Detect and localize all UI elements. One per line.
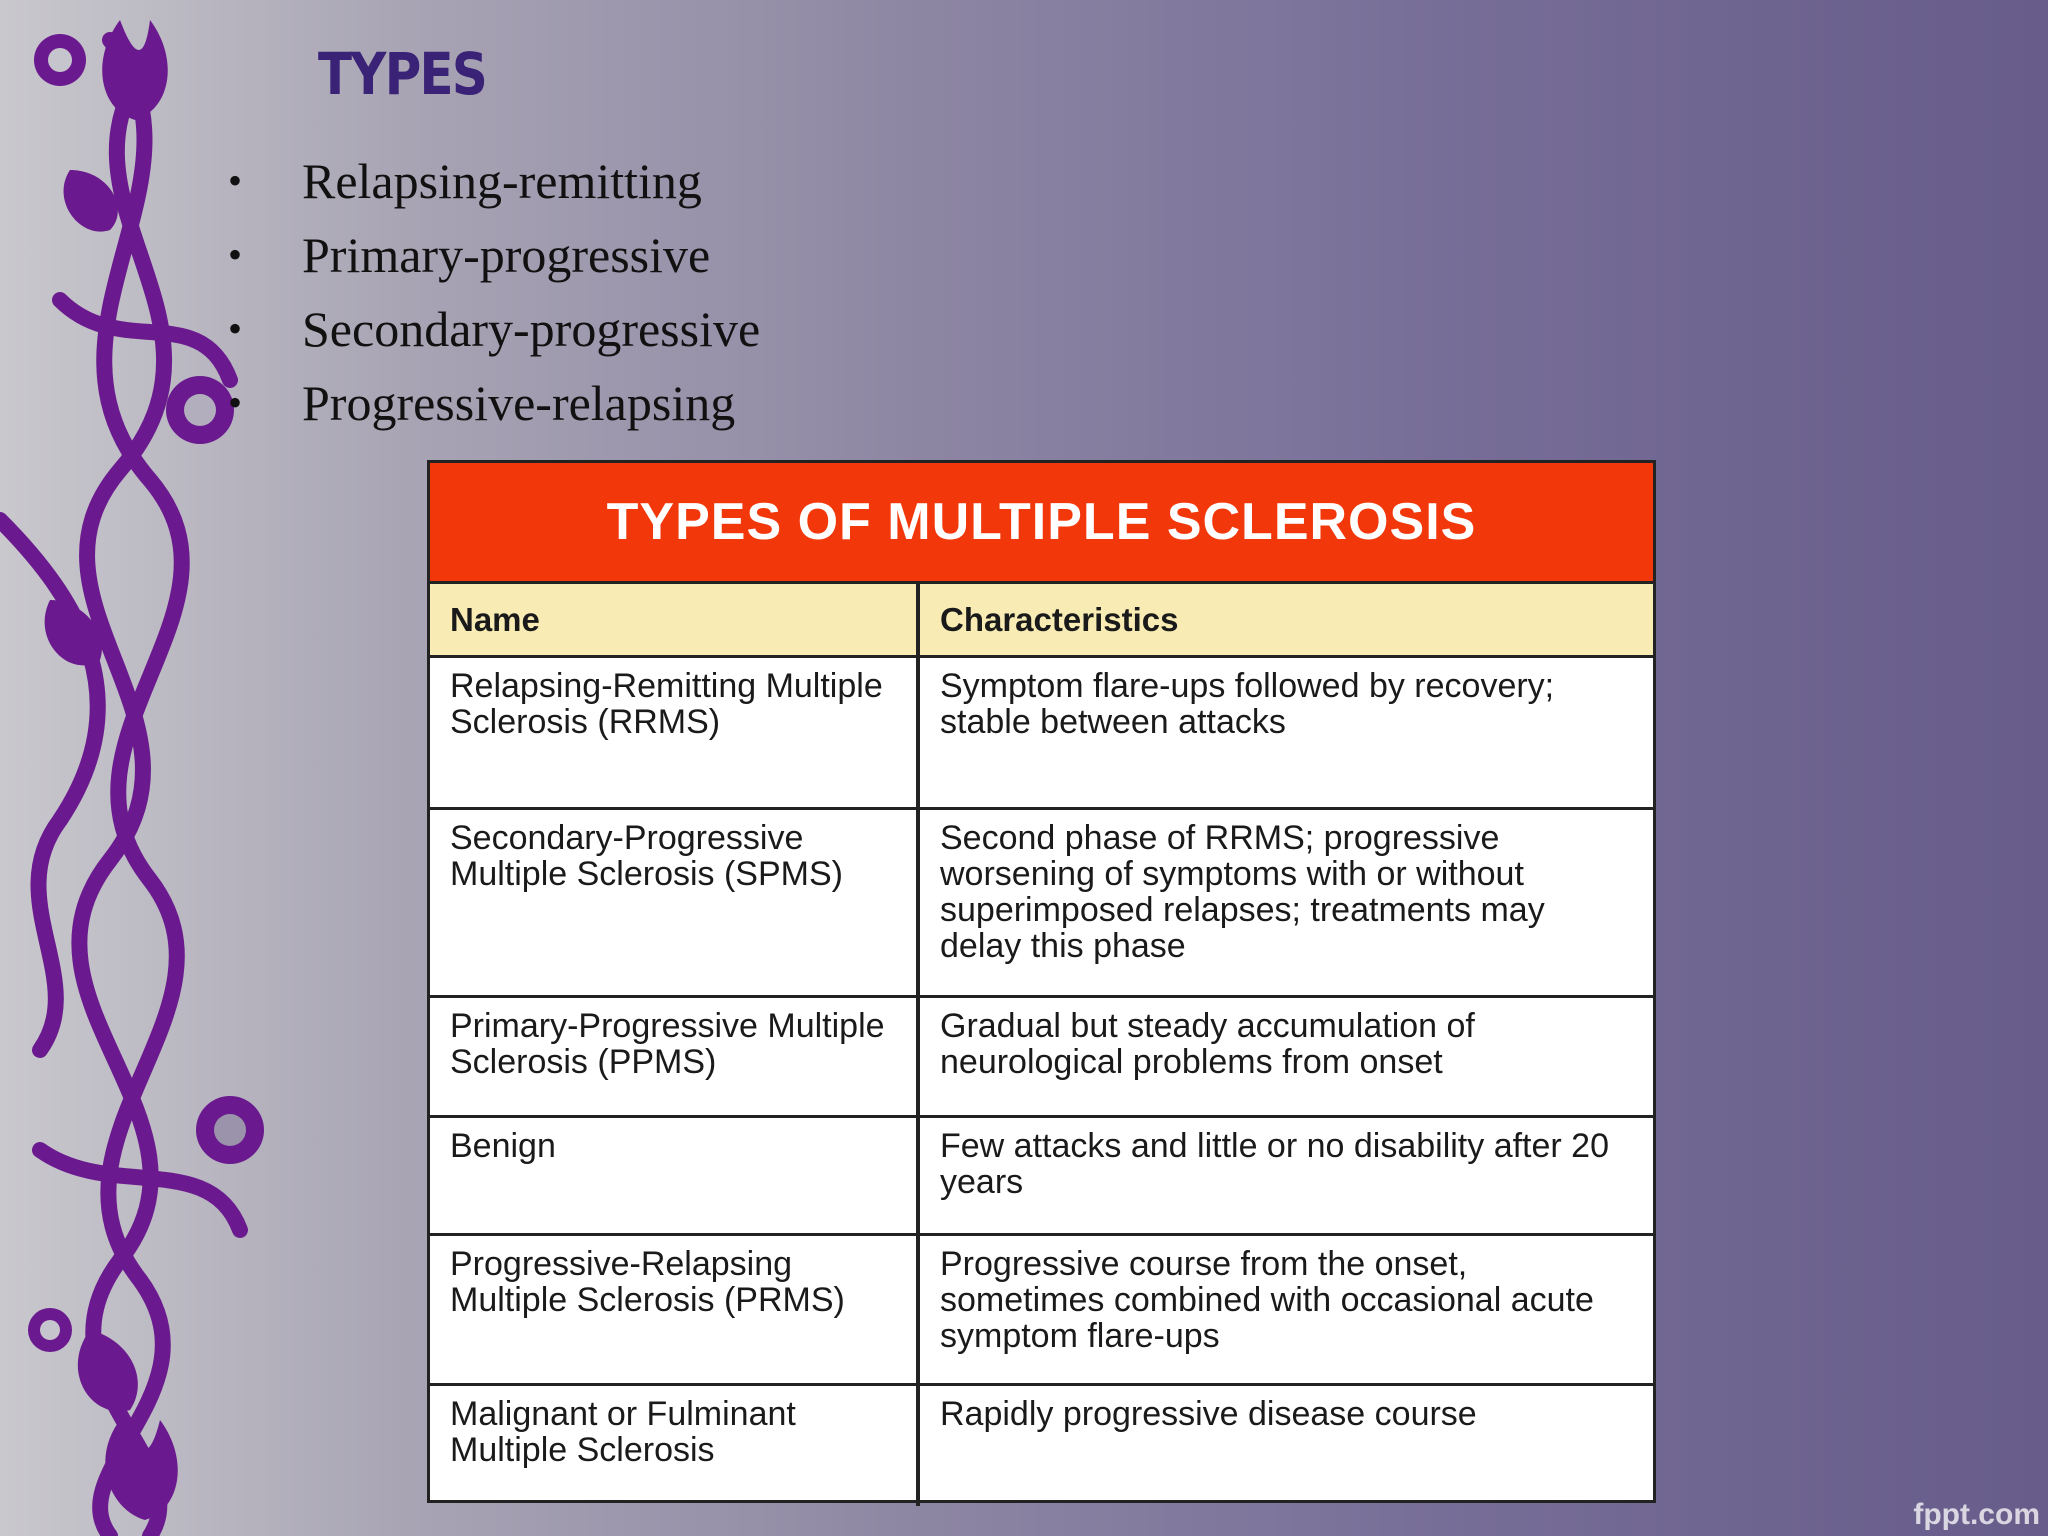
row-name-cell: Benign <box>430 1118 920 1236</box>
header-characteristics: Characteristics <box>920 584 1653 658</box>
bullet-item <box>218 292 760 366</box>
row-name-cell: Relapsing-Remitting Multiple Sclerosis (RRMS) <box>430 658 920 810</box>
bullet-text: Progressive-relapsing <box>302 375 736 431</box>
row-name-cell: Progressive-Relapsing Multiple Sclerosis (PRMS) <box>430 1236 920 1386</box>
bullet-text: Secondary-progressive <box>302 301 761 357</box>
ms-types-table <box>427 460 1656 1503</box>
bullet-icon: • <box>228 232 243 277</box>
row-characteristics-cell: Second phase of RRMS; progressive worsening of symptoms with or without superimposed relapses; treatments may delay this phase <box>920 810 1653 998</box>
row-name-cell: Malignant or Fulminant Multiple Sclerosis <box>430 1386 920 1506</box>
watermark: fppt.com <box>1913 1498 2040 1531</box>
bullet-icon: • <box>228 380 243 425</box>
row-characteristics-cell: Symptom flare-ups followed by recovery; stable between attacks <box>920 658 1653 810</box>
bullet-icon: • <box>228 158 243 203</box>
row-characteristics-cell: Few attacks and little or no disability after 20 years <box>920 1118 1653 1236</box>
row-characteristics-cell: Rapidly progressive disease course <box>940 1395 1477 1433</box>
bullet-item <box>218 218 760 292</box>
bullet-list <box>218 144 760 440</box>
row-name-cell: Secondary-Progressive Multiple Sclerosis (SPMS) <box>430 810 920 998</box>
slide-title: TYPES <box>318 40 487 108</box>
header-name: Name <box>430 584 920 658</box>
bullet-item <box>218 144 760 218</box>
bullet-text: Primary-progressive <box>302 227 711 283</box>
bullet-item <box>218 366 760 440</box>
table-title: TYPES OF MULTIPLE SCLEROSIS <box>430 463 1653 584</box>
bullet-icon: • <box>228 306 243 351</box>
row-characteristics-cell: Progressive course from the onset, sometimes combined with occasional acute symptom flare-ups <box>920 1236 1653 1386</box>
row-characteristics-cell: Gradual but steady accumulation of neurological problems from onset <box>920 998 1653 1118</box>
bullet-text: Relapsing-remitting <box>302 153 702 209</box>
row-name-cell: Primary-Progressive Multiple Sclerosis (PPMS) <box>430 998 920 1118</box>
table-grid <box>430 584 1653 1506</box>
